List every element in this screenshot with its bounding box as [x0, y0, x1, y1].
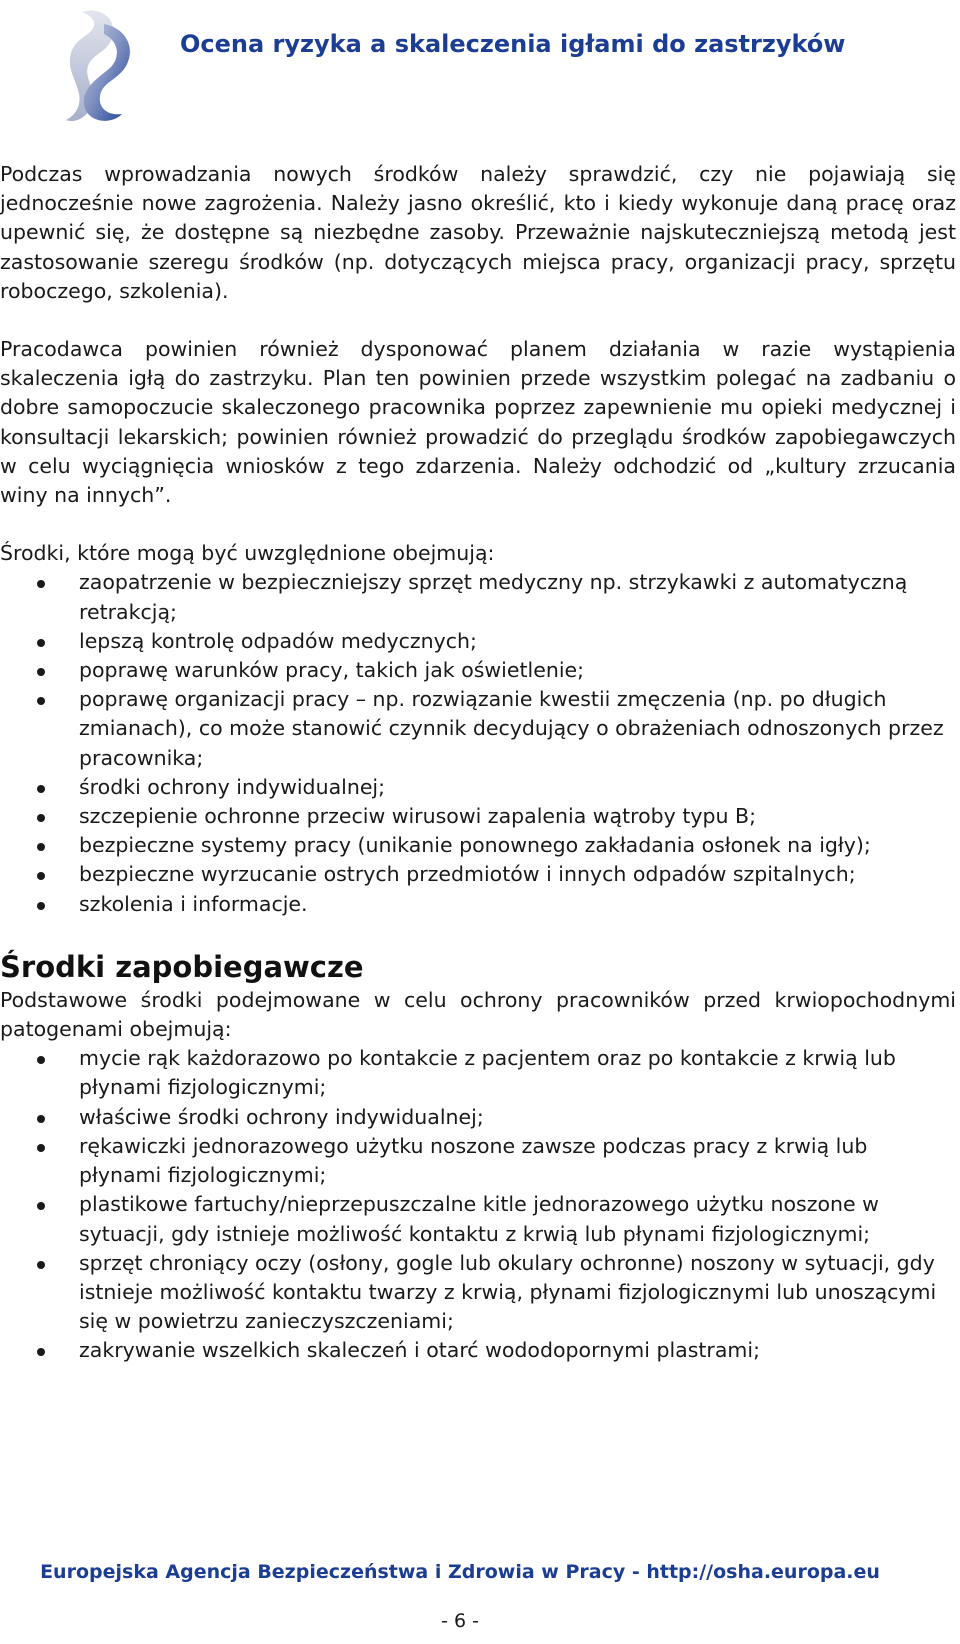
list-item-text: bezpieczne wyrzucanie ostrych przedmiotów i innych odpadów szpitalnych; [79, 862, 856, 887]
bullet-icon [37, 1348, 45, 1356]
section-intro: Podstawowe środki podejmowane w celu ochrony pracowników przed krwiopochodnymi patogenami obejmują: [0, 987, 956, 1042]
bullet-icon [37, 1056, 45, 1064]
list-item [0, 1044, 956, 1102]
main-content [0, 160, 956, 1366]
bullet-icon [37, 785, 45, 793]
list-item-text: właściwe środki ochrony indywidualnej; [79, 1104, 484, 1129]
list-item [0, 656, 956, 685]
list-item-text: plastikowe fartuchy/nieprzepuszczalne kitle jednorazowego użytku noszone w sytuacji, gdy istnieje możliwość kontaktu z krwią lub płynami fizjologicznymi; [79, 1192, 879, 1246]
list-item [0, 627, 956, 656]
bullet-icon [37, 814, 45, 822]
list-item [0, 1190, 956, 1248]
list-item-text: poprawę organizacji pracy – np. rozwiązanie kwestii zmęczenia (np. po długich zmianach), co może stanowić czynnik decydujący o obrażeniach odnoszonych przez pracownika; [79, 687, 944, 770]
bullet-icon [37, 872, 45, 880]
list-item [0, 860, 956, 889]
section-heading: Środki zapobiegawcze [0, 949, 364, 984]
bullet-icon [37, 843, 45, 851]
preventive-list [0, 1044, 956, 1365]
bullet-icon [37, 1115, 45, 1123]
list-item [0, 685, 956, 773]
bullet-icon [37, 1144, 45, 1152]
list-item-text: sprzęt chroniący oczy (osłony, gogle lub okulary ochronne) noszony w sytuacji, gdy istnieje możliwość kontaktu twarzy z krwią, płynami fizjologicznymi lub unoszącymi się w powietrzu zanieczyszczeniami; [79, 1250, 937, 1334]
page-header [0, 0, 960, 130]
bullet-icon [37, 697, 45, 705]
list-item-text: zaopatrzenie w bezpieczniejszy sprzęt medyczny np. strzykawki z automatyczną retrakcją; [79, 570, 908, 624]
list-item [0, 1336, 956, 1365]
paragraph: Podczas wprowadzania nowych środków należy sprawdzić, czy nie pojawiają się jednocześnie nowe zagrożenia. Należy jasno określić, kto i kiedy wykonuje daną pracę oraz upewnić się, że dostępne są niezbędne zasoby. Przeważnie najskuteczniejszą metodą jest zastosowanie szeregu środków (np. dotyczących miejsca pracy, organizacji pracy, sprzętu roboczego, szkolenia). [0, 162, 956, 303]
list-item-text: zakrywanie wszelkich skaleczeń i otarć wododopornymi plastrami; [79, 1338, 760, 1363]
page-number: - 6 - [441, 1610, 479, 1632]
list-item-text: rękawiczki jednorazowego użytku noszone zawsze podczas pracy z krwią lub płynami fizjologicznymi; [79, 1133, 868, 1188]
document-title: Ocena ryzyka a skaleczenia igłami do zastrzyków [180, 30, 846, 58]
osha-logo-icon [52, 4, 142, 128]
footer-agency: Europejska Agencja Bezpieczeństwa i Zdrowia w Pracy - http://osha.europa.eu [40, 1561, 880, 1583]
list-item [0, 1103, 956, 1132]
list-item-text: szkolenia i informacje. [79, 891, 308, 916]
measures-list [0, 568, 956, 918]
list-item [0, 802, 956, 831]
measures-intro: Środki, które mogą być uwzględnione obejmują: [0, 541, 495, 566]
list-item-text: mycie rąk każdorazowo po kontakcie z pacjentem oraz po kontakcie z krwią lub płynami fizjologicznymi; [79, 1046, 896, 1100]
list-item [0, 1249, 956, 1337]
list-item [0, 831, 956, 860]
list-item [0, 568, 956, 626]
bullet-icon [37, 902, 45, 910]
paragraph: Pracodawca powinien również dysponować planem działania w razie wystąpienia skaleczenia igłą do zastrzyku. Plan ten powinien przede wszystkim polegać na zadbaniu o dobre samopoczucie skaleczonego pracownika poprzez zapewnienie mu opieki medycznej i konsultacji lekarskich; powinien również prowadzić do przeglądu środków zapobiegawczych w celu wyciągnięcia wniosków z tego zdarzenia. Należy odchodzić od „kultury zrzucania winy na innych”. [0, 337, 956, 508]
list-item [0, 1132, 956, 1190]
list-item [0, 890, 956, 919]
list-item-text: środki ochrony indywidualnej; [79, 774, 386, 799]
bullet-icon [37, 639, 45, 647]
list-item-text: szczepienie ochronne przeciw wirusowi zapalenia wątroby typu B; [79, 804, 756, 829]
list-item-text: bezpieczne systemy pracy (unikanie ponownego zakładania osłonek na igły); [79, 833, 871, 858]
list-item-text: lepszą kontrolę odpadów medycznych; [79, 628, 477, 653]
bullet-icon [37, 1202, 45, 1210]
bullet-icon [37, 580, 45, 588]
list-item [0, 773, 956, 802]
bullet-icon [37, 1261, 45, 1269]
bullet-icon [37, 668, 45, 676]
list-item-text: poprawę warunków pracy, takich jak oświetlenie; [79, 658, 585, 683]
